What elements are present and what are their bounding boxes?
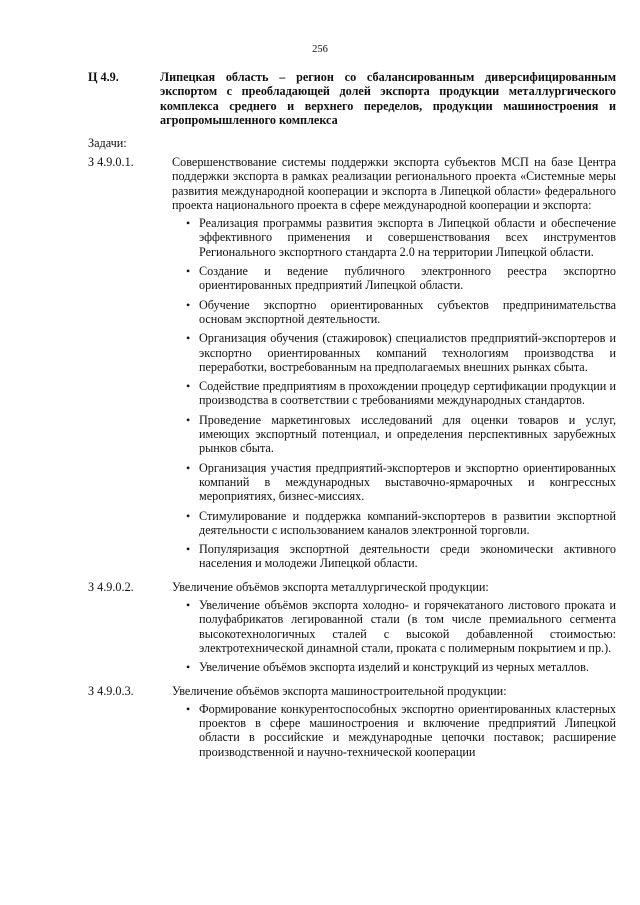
bullet-text: Стимулирование и поддержка компаний-экспортеров в развитии экспортной деятельности с использованием каналов электронной торговли.	[199, 508, 616, 537]
task-text: Совершенствование системы поддержки экспорта субъектов МСП на базе Центра поддержки экспорта в рамках реализации регионального проекта «Системные меры развития международной кооперации и экспорта в Липецкой области» федерального проекта национального проекта в сфере международной кооперации и экспорта:	[172, 155, 616, 212]
task-body	[172, 580, 616, 680]
bullet-item	[186, 298, 616, 327]
bullet-text: Увеличение объёмов экспорта изделий и конструкций из черных металлов.	[199, 660, 589, 675]
bullet-icon: •	[186, 297, 191, 312]
bullet-item	[186, 509, 616, 538]
goal-heading	[88, 70, 616, 127]
bullet-list	[172, 702, 616, 759]
task-text: Увеличение объёмов экспорта металлургической продукции:	[172, 579, 489, 594]
bullet-text: Формирование конкурентоспособных экспортно ориентированных кластерных проектов в сфере машиностроения и включение предприятий Липецкой области в российские и международные цепочки поставок; расширение производственной и научно-технической кооперации	[199, 701, 616, 759]
bullet-item	[186, 413, 616, 456]
task-item	[88, 580, 616, 680]
bullet-icon: •	[186, 216, 191, 231]
bullet-text: Увеличение объёмов экспорта холодно- и горячекатаного листового проката и полуфабрикатов легированной стали (в том числе премиального сегмента высокотехнологичных сталей с высокой добавленной стоимостью: электротехнической динамной стали, проката с полимерным покрытием и пр.).	[199, 598, 616, 655]
task-text: Увеличение объёмов экспорта машиностроительной продукции:	[172, 683, 507, 698]
bullet-list	[172, 598, 616, 674]
task-body	[172, 155, 616, 576]
bullet-item	[186, 702, 616, 759]
goal-code: Ц 4.9.	[88, 70, 119, 84]
tasks-label: Задачи:	[88, 136, 127, 150]
page-number: 256	[312, 44, 328, 55]
bullet-icon: •	[186, 598, 191, 613]
bullet-item	[186, 331, 616, 374]
bullet-text: Популяризация экспортной деятельности среди экономически активного населения и молодежи Липецкой области.	[199, 542, 616, 571]
bullet-text: Создание и ведение публичного электронного реестра экспортно ориентированных предприятий Липецкой области.	[199, 264, 616, 293]
bullet-icon: •	[186, 379, 191, 394]
tasks-list	[88, 155, 616, 768]
bullet-text: Проведение маркетинговых исследований для оценки товаров и услуг, имеющих экспортный потенциал, и определения перспективных зарубежных рынков сбыта.	[199, 412, 616, 456]
task-code: З 4.9.0.1.	[88, 155, 134, 169]
bullet-text: Организация участия предприятий-экспортеров и экспортно ориентированных компаний в международных выставочно-ярмарочных и конгрессных мероприятиях, бизнес-миссиях.	[199, 460, 616, 504]
bullet-item	[186, 461, 616, 504]
bullet-icon: •	[186, 264, 191, 279]
bullet-icon: •	[186, 412, 191, 427]
goal-title: Липецкая область – регион со сбалансированным диверсифицированным экспортом с преобладающей долей экспорта продукции металлургического комплекса среднего и верхнего переделов, продукции машиностроения и агропромышленного комплекса	[160, 70, 616, 127]
bullet-icon: •	[186, 331, 191, 346]
task-item	[88, 155, 616, 576]
bullet-text: Организация обучения (стажировок) специалистов предприятий-экспортеров и экспортно ориентированных компаний технологиям производства и переработки, востребованным на предполагаемых внешних рынках сбыта.	[199, 331, 616, 374]
task-item	[88, 684, 616, 764]
bullet-list	[172, 216, 616, 571]
bullet-icon: •	[186, 508, 191, 523]
task-body	[172, 684, 616, 764]
bullet-text: Реализация программы развития экспорта в Липецкой области и обеспечение эффективного применения и совершенствования всех инструментов Регионального экспортного стандарта 2.0 на территории Липецкой области.	[199, 216, 616, 259]
task-code: З 4.9.0.2.	[88, 579, 134, 594]
bullet-text: Содействие предприятиям в прохождении процедур сертификации продукции и производства в соответствии с требованиями международных стандартов.	[199, 379, 616, 408]
bullet-item	[186, 216, 616, 259]
bullet-text: Обучение экспортно ориентированных субъектов предпринимательства основам экспортной деятельности.	[199, 297, 616, 326]
bullet-icon: •	[186, 542, 191, 557]
bullet-item	[186, 542, 616, 571]
bullet-item	[186, 598, 616, 655]
bullet-icon: •	[186, 701, 191, 716]
bullet-item	[186, 660, 616, 674]
bullet-icon: •	[186, 460, 191, 475]
task-code: З 4.9.0.3.	[88, 683, 134, 698]
bullet-icon: •	[186, 660, 191, 675]
bullet-item	[186, 379, 616, 408]
bullet-item	[186, 264, 616, 293]
